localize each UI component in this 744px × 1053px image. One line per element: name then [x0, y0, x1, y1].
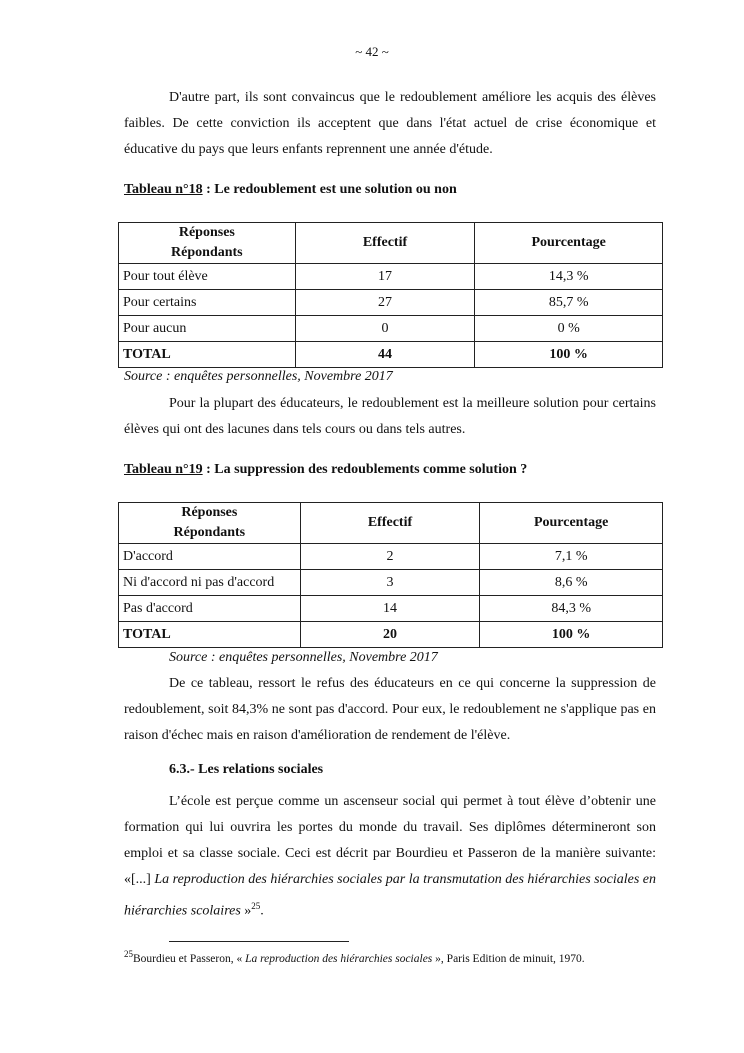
- table18-caption-text: : Le redoublement est une solution ou non: [202, 182, 457, 197]
- total-effectif: 20: [300, 622, 480, 648]
- footnote-after: », Paris Edition de minuit, 1970.: [432, 952, 585, 965]
- row-effectif: 17: [295, 264, 475, 290]
- table-row: [119, 596, 663, 622]
- table18-header-row: [119, 223, 663, 264]
- table18-header-responses: [119, 223, 296, 264]
- paragraph-end: .: [260, 903, 264, 919]
- footnote: [124, 949, 585, 965]
- row-pourcentage: 8,6 %: [480, 570, 663, 596]
- table18-source: Source : enquêtes personnelles, Novembre 2017: [124, 369, 393, 384]
- table18-header-repondants: Répondants: [171, 245, 243, 260]
- total-pourcentage: 100 %: [480, 622, 663, 648]
- table19-source: Source : enquêtes personnelles, Novembre 2017: [169, 650, 438, 665]
- table-row: [119, 290, 663, 316]
- paragraph-educators: Pour la plupart des éducateurs, le redoublement est la meilleure solution pour certains élèves qui ont des lacunes dans tels cours ou dans tels autres.: [124, 396, 656, 437]
- table18-caption-label: Tableau n°18: [124, 182, 203, 197]
- table18-header-effectif: Effectif: [295, 223, 475, 264]
- total-pourcentage: 100 %: [475, 342, 663, 368]
- table19-caption: [124, 462, 527, 478]
- table-row: [119, 544, 663, 570]
- table19-header-row: [119, 503, 663, 544]
- table19-caption-label: Tableau n°19: [124, 462, 203, 477]
- table18-total-row: [119, 342, 663, 368]
- table19-header-effectif: Effectif: [300, 503, 480, 544]
- row-effectif: 3: [300, 570, 480, 596]
- row-label: D'accord: [119, 544, 301, 570]
- row-pourcentage: 14,3 %: [475, 264, 663, 290]
- quote-close: »: [240, 903, 252, 919]
- row-effectif: 2: [300, 544, 480, 570]
- table-row: [119, 316, 663, 342]
- total-effectif: 44: [295, 342, 475, 368]
- table18-header-pourcentage: Pourcentage: [475, 223, 663, 264]
- row-effectif: 27: [295, 290, 475, 316]
- paragraph-intro: D'autre part, ils sont convaincus que le redoublement améliore les acquis des élèves faibles. De cette conviction ils acceptent que dans l'état actuel de crise économique et éducative du pays que leurs enfants reprennent une année d'étude.: [124, 90, 656, 157]
- row-pourcentage: 0 %: [475, 316, 663, 342]
- row-label: Ni d'accord ni pas d'accord: [119, 570, 301, 596]
- table19-header-responses: [119, 503, 301, 544]
- page-number: ~ 42 ~: [355, 44, 389, 59]
- paragraph-social: [124, 789, 656, 925]
- quote-text: La reproduction des hiérarchies sociales par la transmutation des hiérarchies sociales en hiérarchies scolaires: [124, 872, 656, 919]
- row-label: Pas d'accord: [119, 596, 301, 622]
- row-label: Pour tout élève: [119, 264, 296, 290]
- footnote-ref[interactable]: 25: [251, 901, 261, 911]
- row-pourcentage: 7,1 %: [480, 544, 663, 570]
- table19-caption-text: : La suppression des redoublements comme solution ?: [202, 462, 528, 477]
- table-row: [119, 264, 663, 290]
- paragraph-social-text: L’école est perçue comme un ascenseur social qui permet à tout élève d’obtenir une formation qui lui ouvrira les portes du monde du travail. Ses diplômes détermineront son emploi et sa classe sociale. Ceci est décrit par Bourdieu et Passeron de la manière suivante: «[...]: [124, 794, 656, 887]
- table19-header-repondants: Répondants: [173, 525, 246, 540]
- paragraph-conclusion: De ce tableau, ressort le refus des éducateurs en ce qui concerne la suppression de redoublement, soit 84,3% ne sont pas d'accord. Pour eux, le redoublement ne s'applique pas en raison d'échec mais en raison d'amélioration de rendement de l'élève.: [124, 676, 656, 743]
- footnote-number: 25: [124, 949, 133, 959]
- table-row: [119, 570, 663, 596]
- row-label: Pour aucun: [119, 316, 296, 342]
- total-label: TOTAL: [119, 342, 296, 368]
- table19-total-row: [119, 622, 663, 648]
- row-label: Pour certains: [119, 290, 296, 316]
- table19-header-pourcentage: Pourcentage: [480, 503, 663, 544]
- section-title: 6.3.- Les relations sociales: [169, 762, 324, 777]
- row-effectif: 14: [300, 596, 480, 622]
- footnote-divider: [169, 941, 349, 942]
- row-pourcentage: 84,3 %: [480, 596, 663, 622]
- table18: [118, 222, 663, 368]
- table19: [118, 502, 663, 648]
- table18-caption: [124, 182, 457, 198]
- table19-header-reponses: Réponses: [181, 505, 238, 520]
- footnote-title: La reproduction des hiérarchies sociales: [245, 952, 433, 965]
- row-pourcentage: 85,7 %: [475, 290, 663, 316]
- table18-header-reponses: Réponses: [178, 225, 235, 240]
- row-effectif: 0: [295, 316, 475, 342]
- footnote-before: Bourdieu et Passeron, «: [133, 952, 246, 965]
- total-label: TOTAL: [119, 622, 301, 648]
